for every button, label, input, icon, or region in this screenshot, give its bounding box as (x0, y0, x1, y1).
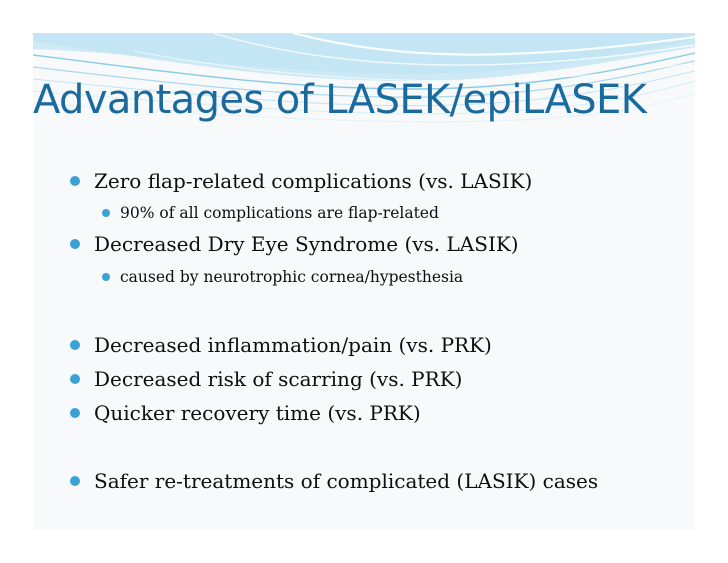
bullet-dot-icon (70, 340, 80, 350)
bullet-item (70, 231, 519, 257)
bullet-text: Decreased inflammation/pain (vs. PRK) (94, 333, 492, 357)
bullet-item (70, 332, 492, 358)
bullet-text: Quicker recovery time (vs. PRK) (94, 401, 421, 425)
bullet-item (70, 400, 421, 426)
sub-bullet-text: 90% of all complications are flap-related (120, 204, 439, 222)
bullet-dot-icon (102, 209, 110, 217)
bullet-dot-icon (102, 273, 110, 281)
bullet-text: Zero flap-related complications (vs. LASIK) (94, 169, 533, 193)
sub-bullet-text: caused by neurotrophic cornea/hypesthesia (120, 268, 464, 286)
bullet-text: Safer re-treatments of complicated (LASIK) cases (94, 469, 599, 493)
bullet-dot-icon (70, 408, 80, 418)
bullet-text: Decreased Dry Eye Syndrome (vs. LASIK) (94, 232, 519, 256)
bullet-dot-icon (70, 476, 80, 486)
bullet-dot-icon (70, 176, 80, 186)
slide-title: Advantages of LASEK/epiLASEK (33, 77, 647, 123)
bullet-dot-icon (70, 374, 80, 384)
bullet-item (70, 168, 532, 194)
bullet-item (70, 468, 598, 494)
bullet-item (70, 366, 462, 392)
sub-bullet-item (100, 266, 463, 288)
bullet-dot-icon (70, 239, 80, 249)
bullet-text: Decreased risk of scarring (vs. PRK) (94, 367, 463, 391)
sub-bullet-item (100, 202, 439, 224)
